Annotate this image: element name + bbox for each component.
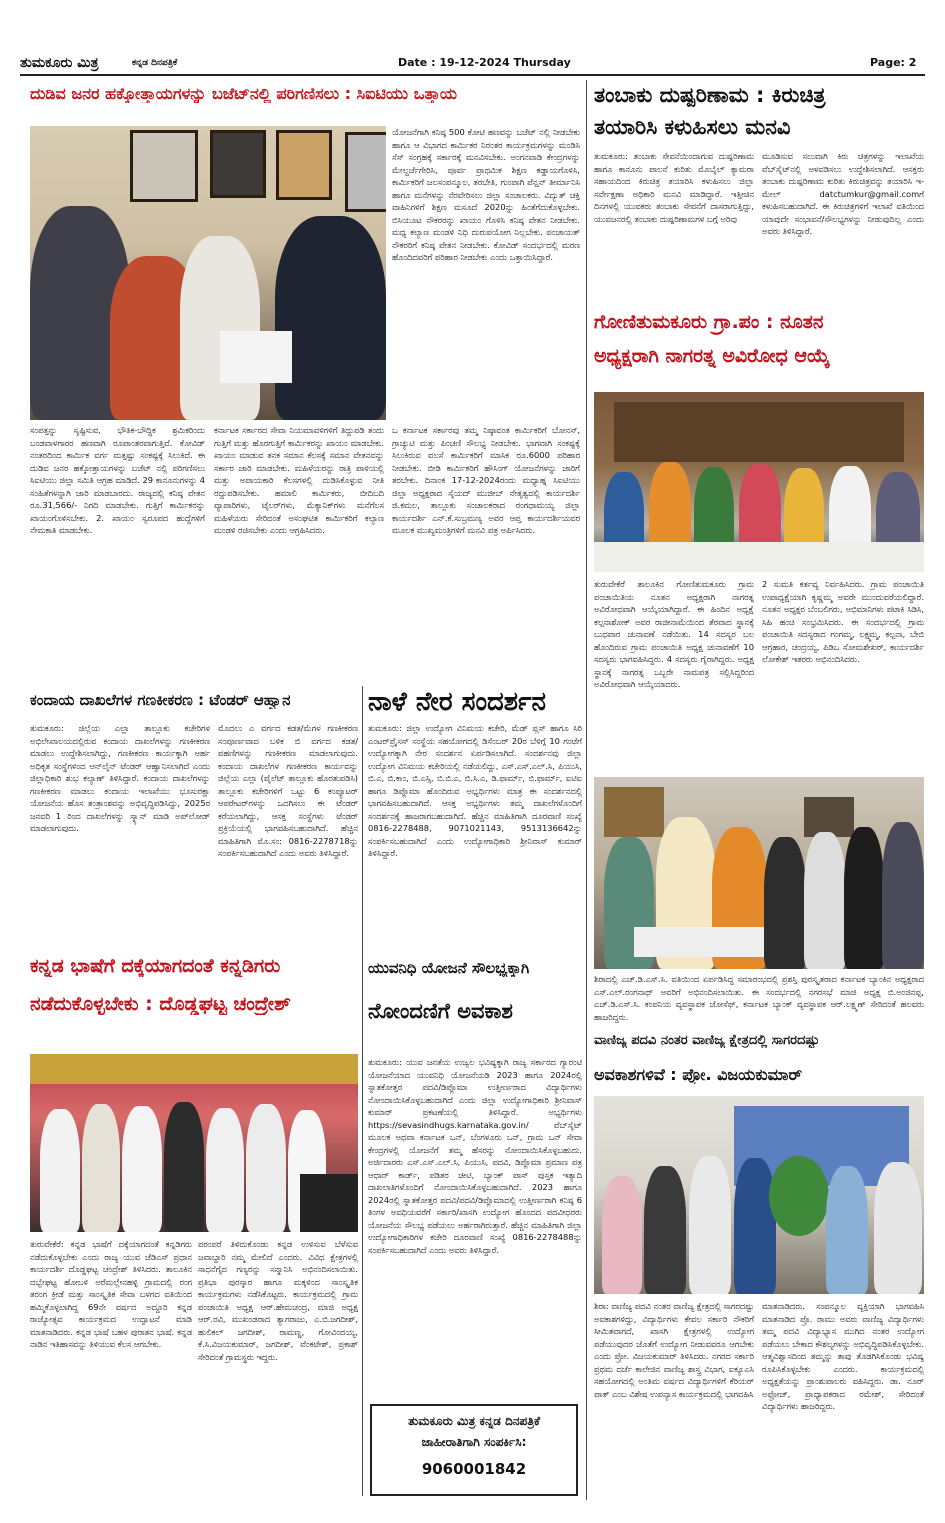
headline-commerce-2: ಅವಕಾಶಗಳಿವೆ : ಪ್ರೋ. ವಿಜಯಕುಮಾರ್	[594, 1066, 803, 1084]
interview-text: ತುಮಕೂರು: ಜಿಲ್ಲಾ ಉದ್ಯೋಗ ವಿನಿಮಯ ಕಚೇರಿ, ಮೆಡ್ ಪ್ಲಸ್ ಹಾಗೂ ಸಿರಿ ಎಂಟರ್‌ಪ್ರೈಸಸ್ ಸಂಸ್ಥೆಯ ಸಹಯೋಗದಲ್ಲಿ ಡಿಸೆಂಬರ್ 20ರ ಬೆಳಿಗ್ಗೆ 10 ಗಂಟೆಗೆ ಉದ್ಯೋಗಕ್ಕಾಗಿ ನೇರ ಸಂದರ್ಶನ ಏರ್ಪಡಿಸಲಾಗಿದೆ. ಸಂದರ್ಶನವು ಜಿಲ್ಲಾ ಉದ್ಯೋಗ ವಿನಿಮಯ ಕಚೇರಿಯಲ್ಲಿ ನಡೆಯಲಿದ್ದು, ಎಸ್.ಎಸ್.ಎಲ್.ಸಿ, ಪಿಯುಸಿ, ಬಿ.ಎ, ಬಿ.ಕಾಂ, ಬಿ.ಎಸ್ಸಿ, ಬಿ.ಬಿ.ಎ, ಬಿ.ಸಿ.ಎ, ಡಿ.ಫಾರ್ಮ್, ಬಿ.ಫಾರ್ಮ್, ಐಟಿಐ ಹಾಗೂ ಡಿಪ್ಲೊಮಾ ಹೊಂದಿರುವ ಅಭ್ಯರ್ಥಿಗಳು ಮಾತ್ರ ಈ ಸಂದರ್ಶನದಲ್ಲಿ ಭಾಗವಹಿಸಬಹುದಾಗಿದೆ. ಆಸಕ್ತ ಅಭ್ಯರ್ಥಿಗಳು ತಮ್ಮ ದಾಖಲೆಗಳೊಂದಿಗೆ ಸಂದರ್ಶನಕ್ಕೆ ಹಾಜರಾಗಬಹುದಾಗಿದೆ. ಹೆಚ್ಚಿನ ಮಾಹಿತಿಗಾಗಿ ದೂರವಾಣಿ ಸಂಖ್ಯೆ 0816-2278488, 9071021143, 9513136642ನ್ನು ಸಂಪರ್ಕಿಸಬಹುದಾಗಿದೆ ಎಂದು ಉದ್ಯೋಗಾಧಿಕಾರಿ ಶ್ರೀನಿವಾಸ್ ಕುಮಾರ್ ತಿಳಿಸಿದ್ದಾರೆ.	[368, 723, 582, 858]
masthead-rule	[20, 74, 925, 76]
photo-bank-felicitation	[594, 777, 924, 969]
headline-kannada-2: ನಡೆದುಕೊಳ್ಳಬೇಕು : ದೊಡ್ಡಘಟ್ಟ ಚಂದ್ರೇಶ್	[30, 994, 291, 1015]
headline-interview: ನಾಳೆ ನೇರ ಸಂದರ್ಶನ	[368, 687, 546, 717]
headline-commerce-1: ವಾಣಿಜ್ಯ ಪದವಿ ನಂತರ ವಾಣಿಜ್ಯ ಕ್ಷೇತ್ರದಲ್ಲಿ ಸಾಗರದಷ್ಟು	[594, 1034, 820, 1048]
advertisement-box	[370, 1404, 578, 1496]
masthead	[20, 54, 925, 72]
citu-text-right: ಯೋಜನೆಗಾಗಿ ಕನಿಷ್ಠ 500 ಕೋಟಿ ಹಣವನ್ನು ಬಜೆಟ್ ನಲ್ಲಿ ನೀಡಬೇಕು ಹಾಗೂ ಆ ವಿಭಾಗದ ಕಾರ್ಮಿಕರ ನಿರಂತರ ಕಾರ್ಯಕ್ರಮಗಳನ್ನು ಮಂಡಿಸಿ ಸೆಸ್ ಸಂಗ್ರಹಕ್ಕೆ ಸರ್ಕಾರಕ್ಕೆ ಮನವಿಸಬೇಕು. ಅಂಗನವಾಡಿ ಕೇಂದ್ರಗಳನ್ನು ಮೇಲ್ದರ್ಜೆಗೇರಿಸಿ, ಪೂರ್ವ ಪ್ರಾಥಮಿಕ ಶಿಕ್ಷಣ ಕಡ್ಡಾಯಗೊಳಿಸಿ, ಕಾರ್ಮಿಕರಿಗೆ ಜಲಸಂಪನ್ಮೂಲ, ತರಬೇತಿ, ಗುಂಪಾಗಿ ಪೆನ್ಷನ್ ತೀರ್ಮಾನಿಸಿ ಹಾಗೂ ಮನೆಗಳನ್ನು ನೆರವೇರಿಸಲು ಜಿಲ್ಲಾ ಸಂಚಾಲಕರು. ವಿದ್ಯುತ್ ಚಕ್ತಿ ವಾಹಿನಿಗಳಿಗೆ ಶಿಕ್ಷಣ ಮಸೂದೆ 2020ನ್ನು ಹಿಂತೆಗೆದುಕೊಳ್ಳಬೇಕು. ಬಿಸಿಯೂಟ ನೌಕರರನ್ನು ಖಾಯಂ ಗೊಳಿಸಿ ಕನಿಷ್ಠ ವೇತನ ನೀಡಬೇಕು. ಮಧ್ಯ ಕಲ್ಯಾಣ ಮಂಡಳಿ ನಿಧಿ ದುರುಪಯೋಗ ನಿಲ್ಲಬೇಕು. ಪಂಚಾಯತ್ ನೌಕರರಿಗೆ ಕನಿಷ್ಠ ವೇತನ ನೀಡಬೇಕು. ಕೋವಿಡ್ ಸಂದರ್ಭದಲ್ಲಿ ಮರಣ ಹೊಂದಿದವರಿಗೆ ಪರಿಹಾರ ನೀಡಬೇಕು ಎಂದು ಒತ್ತಾಯಿಸಿದ್ದಾರೆ.	[392, 127, 580, 262]
panchayat-text-col2: 2 ಸುಮತಿ ಕರ್ತವ್ಯ ನಿರ್ವಹಿಸಿದರು. ಗ್ರಾಮ ಪಂಚಾಯಿತಿ ಉಪಾಧ್ಯಕ್ಷೆಯಾಗಿ ಕೃಷ್ಣಮ್ಮ ಅವರೇ ಮುಂದುವರೆಯಲಿದ್ದಾರೆ. ನೂತನ ಅಧ್ಯಕ್ಷರ ಬೆಂಬಲಿಗರು, ಅಭಿಮಾನಿಗಳು ಪಟಾಕಿ ಸಿಡಿಸಿ, ಸಿಹಿ ಹಂಚಿ ಸಂಭ್ರಮಿಸಿದರು. ಈ ಸಂದರ್ಭದಲ್ಲಿ ಗ್ರಾಮ ಪಂಚಾಯಿತಿ ಸದಸ್ಯರಾದ ಗಂಗಮ್ಮ, ಲಕ್ಷ್ಮಮ್ಮ, ಕಲ್ಪನಾ, ಬೇಬಿ ಆಗ್ರಹಾರ, ಚಂದ್ರಯ್ಯ, ಪಿಡಿಒ ಸೋಮಶೇಖರ್, ಕಾರ್ಯದರ್ಶಿ ಲೋಕೇಶ್ ಇತರರು ಅಭಿನಂದಿಸಿದರು.	[762, 579, 924, 664]
page-date: Date : 19-12-2024 Thursday	[398, 56, 571, 69]
yuvanidhi-text: ತುಮಕೂರು: ಯುವ ಜನತೆಯ ಉಜ್ವಲ ಭವಿಷ್ಯಕ್ಕಾಗಿ ರಾಜ್ಯ ಸರ್ಕಾರದ ಗ್ಯಾರಂಟಿ ಯೋಜನೆಯಾದ ಯುವನಿಧಿ ಯೋಜನೆಯಡಿ 2023 ಹಾಗೂ 2024ರಲ್ಲಿ ಸ್ನಾತಕೋತ್ತರ ಪದವಿ/ಡಿಪ್ಲೊಮಾ ಉತ್ತೀರ್ಣರಾದ ವಿದ್ಯಾರ್ಥಿಗಳು ನೋಂದಾಯಿಸಿಕೊಳ್ಳಬಹುದಾಗಿದೆ ಎಂದು ಜಿಲ್ಲಾ ಉದ್ಯೋಗಾಧಿಕಾರಿ ಶ್ರೀನಿವಾಸ್ ಕುಮಾರ್ ಪ್ರಕಟಣೆಯಲ್ಲಿ ತಿಳಿಸಿದ್ದಾರೆ. ಅಭ್ಯರ್ಥಿಗಳು https://sevasindhugs.karnataka.gov.in/ ವೆಬ್‌ಸೈಟ್ ಮೂಲಕ ಅಥವಾ ಕರ್ನಾಟಕ ಒನ್, ಬೆಂಗಳೂರು ಒನ್, ಗ್ರಾಮ ಒನ್ ಸೇವಾ ಕೇಂದ್ರಗಳಲ್ಲಿ ಯೋಜನೆಗೆ ತಮ್ಮ ಹೆಸರನ್ನು ನೋಂದಾಯಿಸಿಕೊಳ್ಳಬಹುದು. ಅರ್ಜಿದಾರರು ಎಸ್.ಎಸ್.ಎಲ್.ಸಿ, ಪಿಯುಸಿ, ಪದವಿ, ಡಿಪ್ಲೊಮಾ ಪ್ರಮಾಣ ಪತ್ರ ಆಧಾರ್ ಕಾರ್ಡ್, ಪಡಿತರ ಚೀಟಿ, ಬ್ಯಾಂಕ್ ಪಾಸ್ ಪುಸ್ತಕ ಇತ್ಯಾದಿ ದಾಖಲಾತಿಗಳೊಂದಿಗೆ ನೋಂದಾಯಿಸಿಕೊಳ್ಳಬಹುದಾಗಿದೆ. 2023 ಹಾಗೂ 2024ರಲ್ಲಿ ಸ್ನಾತಕೋತ್ತರ ಪದವಿ/ಪದವಿ/ಡಿಪ್ಲೊಮಾದಲ್ಲಿ ಉತ್ತೀರ್ಣರಾಗಿ ಕನಿಷ್ಠ 6 ತಿಂಗಳ ಅವಧಿಯವರೆಗೆ ಸರ್ಕಾರಿ/ಖಾಸಗಿ ಉದ್ಯೋಗ ಹೊಂದದ ಪದವೀಧರರು ಯೋಜನೆಯ ಸೌಲಭ್ಯ ಪಡೆಯಲು ಅರ್ಹರಾಗಿರುತ್ತಾರೆ. ಹೆಚ್ಚಿನ ಮಾಹಿತಿಗಾಗಿ ಜಿಲ್ಲಾ ಉದ್ಯೋಗಾಧಿಕಾರಿಗಳ ಕಚೇರಿ ದೂರವಾಣಿ ಸಂಖ್ಯೆ 0816-2278488ನ್ನು ಸಂಪರ್ಕಿಸಬಹುದಾಗಿದೆ ಎಂದು ಅವರು ತಿಳಿಸಿದ್ದಾರೆ.	[368, 1057, 582, 1255]
citu-text-col3: ಒ ಕರ್ನಾಟಕ ಸರ್ಕಾರವು ತಮ್ಮ ನಿಷ್ಠಾವಂತ ಕಾರ್ಮಿಕರಿಗೆ ಬೋನಸ್, ಗ್ರಾಚ್ಯುಟಿ ಮತ್ತು ಪಿಂಚಣಿ ಸೌಲಭ್ಯ ನೀಡಬೇಕು. ಭಾಗವಾಗಿ ಸಂಕಷ್ಟಕ್ಕೆ ಸಿಲುಕಿರುವ ವಲಸೆ ಕಾರ್ಮಿಕರಿಗೆ ಮಾಸಿಕ ರೂ.6000 ಪರಿಹಾರ ನೀಡಬೇಕು. ಬೀಡಿ ಕಾರ್ಮಿಕರಿಗೆ ಹೌಸಿಂಗ್ ಯೋಜನೆಗಳನ್ನು ಜಾರಿಗೆ ತರಬೇಕು. ದಿನಾಂಕ 17-12-2024ರಂದು ಮಧ್ಯಾಹ್ನ ಸಿಐಟಿಯು ಜಿಲ್ಲಾ ಅಧ್ಯಕ್ಷರಾದ ಸೈಯದ್ ಮುಜೀಬ್ ನೇತೃತ್ವದಲ್ಲಿ ಕಾರ್ಯದರ್ಶಿ ಜಿ.ಕಮಲ, ತಾಲ್ಲೂಕು ಸಂಚಾಲಕರಾದ ರಂಗಧಾಮಯ್ಯ ಜಿಲ್ಲಾ ಕಾರ್ಯದರ್ಶಿ ಎನ್.ಕೆ.ಸುಬ್ರಮಣ್ಯ ಅವರ ಆಪ್ತ ಕಾರ್ಯದರ್ಶಿಯವರ ಮೂಲಕ ಮುಖ್ಯಮಂತ್ರಿಗಳಿಗೆ ಮನವಿ ಪತ್ರ ಅರ್ಪಿಸಿದರು.	[392, 425, 580, 535]
mid-divider	[362, 686, 363, 1496]
ad-line-2: ಜಾಹೀರಾತಿಗಾಗಿ ಸಂಪರ್ಕಿಸಿ:	[421, 1435, 527, 1449]
citu-text-col1: ಸಂಪತ್ತನ್ನು ಸೃಷ್ಟಿಸುವ, ಭೌತಿಕ-ಬೌದ್ಧಿಕ ಶ್ರಮಿಕರಿಂದು ಬಂಡವಾಳಗಾರರ ಹಣವಾಗಿ ರೂಪಾಂತರವಾಗುತ್ತಿವೆ. ಕೋವಿಡ್ ನಂತರದಿಂದ ಕಾರ್ಮಿಕ ವರ್ಗ ಮತ್ತಷ್ಟು ಸಂಕಷ್ಟಕ್ಕೆ ಸಿಲುಕಿದೆ. ಈ ದುಡಿವ ಜನರ ಹಕ್ಕೋತ್ತಾಯಗಳನ್ನು ಬಜೆಟ್ ನಲ್ಲಿ ಪರಿಗಣಿಸಲು ಸಿಐಟಿಯು ಜಿಲ್ಲಾ ಸಮಿತಿ ಆಗ್ರಹ ಮಾಡಿದೆ. 29 ಕಾನೂನುಗಳನ್ನು 4 ಸಂಹಿತೆಗಳನ್ನಾಗಿ ಜಾರಿ ಮಾಡಬಾರದು. ರಾಜ್ಯದಲ್ಲಿ ಕನಿಷ್ಠ ವೇತನ ರೂ.31,566/- ನಿಗದಿ ಮಾಡಬೇಕು. ಗುತ್ತಿಗೆ ಕಾರ್ಮಿಕರನ್ನು ಖಾಯಂಗೊಳಿಸಬೇಕು. 2. ಖಾಯಂ ಸ್ವರೂಪದ ಹುದ್ದೆಗಳಿಗೆ ನೇಮಕಾತಿ ಮಾಡಬೇಕು.	[30, 425, 205, 535]
tender-text-col1: ತುಮಕೂರು: ಜಿಲ್ಲೆಯ ಎಲ್ಲಾ ತಾಲ್ಲೂಕು ಕಚೇರಿಗಳ ಅಭಿಲೇಖಾಲಯದಲ್ಲಿರುವ ಕಂದಾಯ ದಾಖಲೆಗಳನ್ನು ಗಣಕೀಕರಣ ಮಾಡಲು ಉದ್ದೇಶಿಸಲಾಗಿದ್ದು, ಗಣಕೀಕರಣ ಕಾರ್ಯಕ್ಕಾಗಿ ಅರ್ಹ ಅಧಿಕೃತ ಸಂಸ್ಥೆಗಳಿಂದ ಆನ್‌ಲೈನ್ ಟೆಂಡರ್ ಆಹ್ವಾನಿಸಲಾಗಿದೆ ಎಂದು ಜಿಲ್ಲಾಧಿಕಾರಿ ಶುಭ ಕಲ್ಯಾಣ್ ತಿಳಿಸಿದ್ದಾರೆ. ಕಂದಾಯ ದಾಖಲೆಗಳನ್ನು ಗಣಕೀಕರಣ ಮಾಡಲು ಕಂದಾಯ ಇಲಾಖೆಯು ಭೂಸುರಕ್ಷಾ ಯೋಜನೆಯ ಹೊಸ ತಂತ್ರಾಂಶವನ್ನು ಅಭಿವೃದ್ಧಿಪಡಿಸಿದ್ದು, 2025ರ ಜನವರಿ 1 ರಿಂದ ದಾಖಲೆಗಳನ್ನು ಸ್ಕ್ಯಾನ್ ಮಾಡಿ ಅಪ್‌ಲೋಡ್ ಮಾಡಲಾಗುವುದು.	[30, 723, 210, 833]
photo-commerce-seminar	[594, 1096, 924, 1294]
tobacco-text-col1: ತುಮಕೂರು: ತಂಬಾಕು ಸೇವನೆಯಿಂದಾಗುವ ದುಷ್ಪರಿಣಾಮ ಹಾಗೂ ಕಾನೂನು ಪಾಲನೆ ಕುರಿತು ಮೊಬೈಲ್ ಕ್ಯಾಮರಾ ಸಹಾಯದಿಂದ ಕಿರುಚಿತ್ರ ತಯಾರಿಸಿ ಕಳುಹಿಸಲು ಜಿಲ್ಲಾ ಸರ್ವೇಕ್ಷಣಾ ಅಧಿಕಾರಿ ಮನವಿ ಮಾಡಿದ್ದಾರೆ. ಇತ್ತೀಚಿನ ದಿನಗಳಲ್ಲಿ ಯುವಕರು ತಂಬಾಕು ಸೇವನೆಗೆ ದಾಸರಾಗುತ್ತಿದ್ದು, ಯುವಜನರಲ್ಲಿ ತಂಬಾಕು ದುಷ್ಪರಿಣಾಮಗಳ ಬಗ್ಗೆ ಅರಿವು	[594, 151, 754, 224]
ad-phone: 9060001842	[421, 1460, 527, 1478]
page-number: Page: 2	[870, 56, 917, 69]
headline-yuvanidhi-1: ಯುವನಿಧಿ ಯೋಜನೆ ಸೌಲಭ್ಯಕ್ಕಾಗಿ	[368, 960, 530, 977]
commerce-text-col2: ಮಾತನಾಡಿದರು. ಸಂಪನ್ಮೂಲ ವ್ಯಕ್ತಿಯಾಗಿ ಭಾಗವಹಿಸಿ ಮಾತನಾಡಿದ ಪ್ರೊ. ರಾಮು ಅವರು ವಾಣಿಜ್ಯ ವಿದ್ಯಾರ್ಥಿಗಳು ತಮ್ಮ ಪದವಿ ವಿದ್ಯಾಭ್ಯಾಸ ಮುಗಿದ ನಂತರ ಉದ್ಯೋಗ ಪಡೆಯಲು ಬೇಕಾದ ಕೌಶಲ್ಯಗಳನ್ನು ಅಭಿವೃದ್ಧಿಪಡಿಸಿಕೊಳ್ಳಬೇಕು. ಆತ್ಮವಿಶ್ವಾಸದಿಂದ ತಮ್ಮನ್ನು ತಾವು ತೊಡಗಿಸಿಕೊಂಡು ಭವಿಷ್ಯ ರೂಪಿಸಿಕೊಳ್ಳಬೇಕು ಎಂದರು. ಕಾರ್ಯಕ್ರಮದಲ್ಲಿ ಅಧ್ಯಕ್ಷತೆಯನ್ನು ಪ್ರಾಂಶುಪಾಲರು ವಹಿಸಿದ್ದರು. ಡಾ. ನೂರ್ ಅಫ್ರೋಜ್, ಪ್ರಾಧ್ಯಾಪಕರಾದ ರಮೇಶ್, ಸೇರಿದಂತೆ ವಿದ್ಯಾರ್ಥಿಗಳು ಹಾಜರಿದ್ದರು.	[762, 1301, 924, 1411]
headline-tobacco-1: ತಂಬಾಕು ದುಷ್ಪರಿಣಾಮ : ಕಿರುಚಿತ್ರ	[594, 83, 826, 107]
kannada-text-col2: ಪರಂಪರೆ ತಿಳಿದುಕೊಂಡು ಕನ್ನಡ ಉಳಿಸುವ ಬೆಳೆಸುವ ಜವಾಬ್ದಾರಿ ನಮ್ಮ ಮೇಲಿದೆ ಎಂದರು. ವಿವಿಧ ಕ್ಷೇತ್ರಗಳಲ್ಲಿ ಸಾಧನೆಗೈದ ಗಣ್ಯರನ್ನು ಸನ್ಮಾನಿಸಿ ಅಭಿನಂದಿಸಲಾಯಿತು. ಪ್ರತಿಭಾ ಪುರಸ್ಕಾರ ಹಾಗೂ ಮಕ್ಕಳಿಂದ ಸಾಂಸ್ಕೃತಿಕ ಕಾರ್ಯಕ್ರಮಗಳು ನಡೆಸಿಕೊಟ್ಟರು. ಕಾರ್ಯಕ್ರಮದಲ್ಲಿ ಗ್ರಾಮ ಪಂಚಾಯಿತಿ ಅಧ್ಯಕ್ಷ ಆರ್.ಹೇಮಚಂದ್ರ, ಮಾಜಿ ಅಧ್ಯಕ್ಷ ಆರ್.ರವಿ, ಮುಖಂಡರಾದ ತ್ಯಾಗರಾಜು, ಎ.ಬಿ.ಜಗದೀಶ್, ಹುಲಿಕಲ್ ಜಗದೀಶ್, ರಾಮಣ್ಣ, ಗೋವಿಂದಯ್ಯ, ಕೆ.ಸಿ.ವಿಜಯಕುಮಾರ್, ಜಗದೀಶ್, ವೆಂಕಟೇಶ್, ಪ್ರಕಾಶ್ ಸೇರಿದಂತೆ ಗ್ರಾಮಸ್ಥರು ಇದ್ದರು.	[198, 1239, 358, 1362]
bank-photo-caption: ಶಿರಾದಲ್ಲಿ ಎಚ್.ಡಿ.ಎಸ್.ಸಿ. ವತಿಯಿಂದ ಏರ್ಪಡಿಸಿದ್ದ ಸಮಾರಂಭದಲ್ಲಿ ಪ್ರಶಸ್ತಿ ಪುರಸ್ಕೃತರಾದ ಕರ್ನಾಟಕ ಬ್ಯಾಂಕಿನ ಅಧ್ಯಕ್ಷರಾದ ಎಸ್.ಎಲ್.ರಂಗನಾಥ್ ಅವರಿಗೆ ಅಭಿನಂದಿಸಲಾಯಿತು. ಈ ಸಂದರ್ಭದಲ್ಲಿ ನಗರಸಭೆ ಮಾಜಿ ಅಧ್ಯಕ್ಷ ಬಿ.ಅಂಜಿನಪ್ಪ, ಎಚ್.ಡಿ.ಎಸ್.ಸಿ. ಕಂಪನಿಯ ವ್ಯವಸ್ಥಾಪಕ ಜೋಸೆಫ್, ಕರ್ನಾಟಕ ಬ್ಯಾಂಕ್ ವ್ಯವಸ್ಥಾಪಕ ಆರ್.ಲಕ್ಷ್ಮಣ್ ಸೇರಿದಂತೆ ಹಲವರು ಹಾಜರಿದ್ದರು.	[594, 974, 924, 1022]
commerce-text-col1: ಶಿರಾ: ವಾಣಿಜ್ಯ ಪದವಿ ನಂತರ ವಾಣಿಜ್ಯ ಕ್ಷೇತ್ರದಲ್ಲಿ ಸಾಗರದಷ್ಟು ಅವಕಾಶಗಳಿದ್ದು, ವಿದ್ಯಾರ್ಥಿಗಳು ಕೇವಲ ಸರ್ಕಾರಿ ನೌಕರಿಗೆ ಸೀಮಿತವಾಗದೆ, ಖಾಸಗಿ ಕ್ಷೇತ್ರಗಳಲ್ಲಿ ಉದ್ಯೋಗ ಪಡೆಯುವುದರ ಜೊತೆಗೆ ಉದ್ಯೋಗ ನೀಡುವವರೂ ಆಗಬೇಕು ಎಂದು ಪ್ರೋ. ವಿಜಯಕುಮಾರ್ ತಿಳಿಸಿದರು. ನಗರದ ಸರ್ಕಾರಿ ಪ್ರಥಮ ದರ್ಜೆ ಕಾಲೇಜಿನ ವಾಣಿಜ್ಯ ಶಾಸ್ತ್ರ ವಿಭಾಗ, ಐಕ್ಯೂಎಸಿ ಸಹಯೋಗದಲ್ಲಿ ಅಂತಿಮ ವರ್ಷದ ವಿದ್ಯಾರ್ಥಿಗಳಿಗೆ ಕೆರಿಯರ್ ಪಾತ್ ಎಂಬ ವಿಶೇಷ ಉಪನ್ಯಾಸ ಕಾರ್ಯಕ್ರಮದಲ್ಲಿ ಭಾಗವಹಿಸಿ	[594, 1301, 754, 1399]
masthead-subtitle: ಕನ್ನಡ ದಿನಪತ್ರಿಕೆ	[132, 58, 178, 68]
photo-rajyotsava-stage	[30, 1054, 358, 1232]
headline-panchayat-1: ಗೋಣಿತುಮಕೂರು ಗ್ರಾ.ಪಂ : ನೂತನ	[594, 311, 824, 333]
tobacco-text-col2: ಮೂಡಿಸುವ ಸಲುವಾಗಿ ಕಿರು ಚಿತ್ರಗಳನ್ನು ಇಲಾಖೆಯ ವೆಬ್‌ಸೈಟ್‌ನಲ್ಲಿ ಅಳವಡಿಸಲು ಉದ್ದೇಶಿಸಲಾಗಿದೆ. ಆಸಕ್ತರು ತಂಬಾಕು ದುಷ್ಪರಿಣಾಮ ಕುರಿತು ಕಿರುಚಿತ್ರವನ್ನು ತಯಾರಿಸಿ ಇ-ಮೇಲ್ datctumkur@gmail.comಗೆ ಕಳುಹಿಸಬಹುದಾಗಿದೆ. ಈ ಕಿರುಚಿತ್ರಗಳಿಗೆ ಇಲಾಖೆ ವತಿಯಿಂದ ಯಾವುದೇ ಸಂಭಾವನೆ/ಸೌಲಭ್ಯಗಳನ್ನು ನೀಡುವುದಿಲ್ಲ ಎಂದು ಅವರು ತಿಳಿಸಿದ್ದಾರೆ.	[762, 151, 924, 236]
panchayat-text-col1: ತುರುವೇಕೆರೆ ತಾಲೂಕಿನ ಗೋಣಿತುಮಕೂರು ಗ್ರಾಮ ಪಂಚಾಯಿತಿಯ ನೂತನ ಅಧ್ಯಕ್ಷರಾಗಿ ನಾಗರತ್ನ ಅವಿರೋಧವಾಗಿ ಆಯ್ಕೆಯಾಗಿದ್ದಾರೆ. ಈ ಹಿಂದಿನ ಅಧ್ಯಕ್ಷೆ ಕಲ್ಪನಾಶೋಕ್ ಅವರ ರಾಜೀನಾಮೆಯಿಂದ ತೆರವಾದ ಸ್ಥಾನಕ್ಕೆ ಬುಧವಾರ ಚುನಾವಣೆ ನಡೆಯಿತು. 14 ಸದಸ್ಯರ ಬಲ ಹೊಂದಿರುವ ಗ್ರಾಮ ಪಂಚಾಯಿತಿ ಅಧ್ಯಕ್ಷ ಚುನಾವಣೆಗೆ 10 ಸದಸ್ಯರು ಭಾಗವಹಿಸಿದ್ದರು. 4 ಸದಸ್ಯರು ಗೈರಾಗಿದ್ದರು. ಅಧ್ಯಕ್ಷ ಸ್ಥಾನಕ್ಕೆ ನಾಗರತ್ನ ಒಬ್ಬರೇ ನಾಮಪತ್ರ ಸಲ್ಲಿಸಿದ್ದರಿಂದ ಅವಿರೋಧವಾಗಿ ಆಯ್ಕೆಯಾದರು.	[594, 579, 754, 689]
headline-citu: ದುಡಿವ ಜನರ ಹಕ್ಕೋತ್ತಾಯಗಳನ್ನು ಬಜೆಟ್‌ನಲ್ಲಿ ಪರಿಗಣಿಸಲು : ಸಿಐಟಿಯು ಒತ್ತಾಯ	[30, 85, 458, 103]
column-divider	[586, 80, 587, 1500]
kannada-text-col1: ತುರುವೇಕೆರೆ: ಕನ್ನಡ ಭಾಷೆಗೆ ದಕ್ಕೆಯಾಗದಂತೆ ಕನ್ನಡಿಗರು ನಡೆದುಕೊಳ್ಳಬೇಕು ಎಂದು ರಾಜ್ಯ ಯುವ ಜೆಡಿಎಸ್ ಪ್ರಧಾನ ಕಾರ್ಯದರ್ಶಿ ದೊಡ್ಡಘಟ್ಟ ಚಂದ್ರೇಶ್ ತಿಳಿಸಿದರು. ತಾಲೂಕಿನ ದಬ್ಬೇಘಟ್ಟ ಹೋಬಳಿ ಅರೆಮಲ್ಲೇನಹಳ್ಳಿ ಗ್ರಾಮದಲ್ಲಿ ರಂಗ ತರಂಗ ಕ್ರೀಡೆ ಮತ್ತು ಸಾಂಸ್ಕೃತಿಕ ಸೇವಾ ಬಳಗದ ವತಿಯಿಂದ ಹಮ್ಮಿಕೊಳ್ಳಲಾಗಿದ್ದ 69ನೇ ವರ್ಷದ ಅದ್ದೂರಿ ಕನ್ನಡ ರಾಜ್ಯೋತ್ಸವ ಕಾರ್ಯಕ್ರಮದ ಉದ್ಘಾಟನೆ ಮಾಡಿ ಮಾತನಾಡಿದರು. ಕನ್ನಡ ಭಾಷೆ ಬಹಳ ಪುರಾತನ ಭಾಷೆ. ಕನ್ನಡ ನಾಡಿನ ಇತಿಹಾಸವನ್ನು ತಿಳಿಯುವ ಕೆಲಸ ಆಗಬೇಕು.	[30, 1239, 192, 1349]
tender-text-col2: ಮೊದಲು ಎ ವರ್ಗದ ಕಡತ/ಮೆಗಳ ಗಣಕೀಕರಣ ಸಂಪೂರ್ಣವಾದ ಬಳಿಕ ಬಿ ವರ್ಗದ ಕಡತ/ಪಹಣಿಗಳನ್ನು ಗಣಕೀಕರಣ ಮಾಡಲಾಗುವುದು. ಕಂದಾಯ ದಾಖಲೆಗಳ ಗಣಕೀಕರಣ ಕಾರ್ಯವನ್ನು ಜಿಲ್ಲೆಯ ಎಲ್ಲಾ (ಪೈಲೆಟ್ ತಾಲ್ಲೂಕು ಹೊರತುಪಡಿಸಿ) ತಾಲ್ಲೂಕು ಕಚೇರಿಗಳಿಗೆ ಒಟ್ಟು 6 ಕಂಪ್ಯೂಟರ್ ಆಪರೇಟರ್‌ಗಳನ್ನು ಒದಗಿಸಲು ಈ ಟೆಂಡರ್ ಕರೆಯಲಾಗಿದ್ದು, ಆಸಕ್ತ ಸಂಸ್ಥೆಗಳು ಟೆಂಡರ್ ಪ್ರಕ್ರಿಯೆಯಲ್ಲಿ ಭಾಗವಹಿಸಬಹುದಾಗಿದೆ. ಹೆಚ್ಚಿನ ಮಾಹಿತಿಗಾಗಿ ಮೊ.ಸಂ: 0816-2278718ನ್ನು ಸಂಪರ್ಕಿಸಬಹುದಾಗಿದೆ ಎಂದು ಅವರು ತಿಳಿಸಿದ್ದಾರೆ.	[218, 723, 358, 858]
photo-panchayat-felicitation	[594, 392, 924, 572]
masthead-name: ತುಮಕೂರು ಮಿತ್ರ	[20, 55, 99, 71]
ad-line-1: ತುಮಕೂರು ಮಿತ್ರ ಕನ್ನಡ ದಿನಪತ್ರಿಕೆ	[408, 1414, 540, 1428]
headline-tender: ಕಂದಾಯ ದಾಖಲೆಗಳ ಗಣಕೀಕರಣ : ಟೆಂಡರ್ ಆಹ್ವಾನ	[30, 692, 291, 709]
headline-yuvanidhi-2: ನೋಂದಣಿಗೆ ಅವಕಾಶ	[368, 1000, 513, 1023]
photo-citu-memorandum	[30, 126, 386, 420]
headline-kannada-1: ಕನ್ನಡ ಭಾಷೆಗೆ ದಕ್ಕೆಯಾಗದಂತೆ ಕನ್ನಡಿಗರು	[30, 956, 281, 977]
headline-tobacco-2: ತಯಾರಿಸಿ ಕಳುಹಿಸಲು ಮನವಿ	[594, 115, 791, 139]
headline-panchayat-2: ಅಧ್ಯಕ್ಷರಾಗಿ ನಾಗರತ್ನ ಅವಿರೋಧ ಆಯ್ಕೆ	[594, 345, 830, 367]
citu-text-col2: ಕರ್ನಾಟಕ ಸರ್ಕಾರದ ಸೇವಾ ನಿಯಮಾವಳಿಗಳಿಗೆ ತಿದ್ದುಪಡಿ ತಂದು ಗುತ್ತಿಗೆ ಮತ್ತು ಹೊರಗುತ್ತಿಗೆ ಕಾರ್ಮಿಕರನ್ನು ಖಾಯಂ ಮಾಡಬೇಕು. ಖಾಯಂ ಮಾಡುವ ತನಕ ಸಮಾನ ಕೆಲಸಕ್ಕೆ ಸಮಾನ ವೇತನವನ್ನು ಸರ್ಕಾರ ಜಾರಿ ಮಾಡಬೇಕು. ಮಹಿಳೆಯರನ್ನು ರಾತ್ರಿ ಪಾಳಿಯಲ್ಲಿ ಮತ್ತು ಅಪಾಯಕಾರಿ ಕೆಲಸಗಳಲ್ಲಿ ದುಡಿಸಿಕೊಳ್ಳುವ ನೀತಿ ರದ್ದುಪಡಿಸಬೇಕು. ಹಮಾಲಿ ಕಾರ್ಮಿಕರು, ಬೀದಿಬದಿ ವ್ಯಾಪಾರಿಗಳು, ಟೈಲರ್‌ಗಳು, ಮೆಕ್ಯಾನಿಕ್‌ಗಳು ಮನೆಗೆಲಸ ಮಹಿಳೆಯರು ಸೇರಿದಂತೆ ಅಸಂಘಟಿತ ಕಾರ್ಮಿಕರಿಗೆ ಕಲ್ಯಾಣ ಮಂಡಳಿ ರಚಿಸಬೇಕು ಎಂದು ಆಗ್ರಹಿಸಿದರು.	[214, 425, 384, 535]
